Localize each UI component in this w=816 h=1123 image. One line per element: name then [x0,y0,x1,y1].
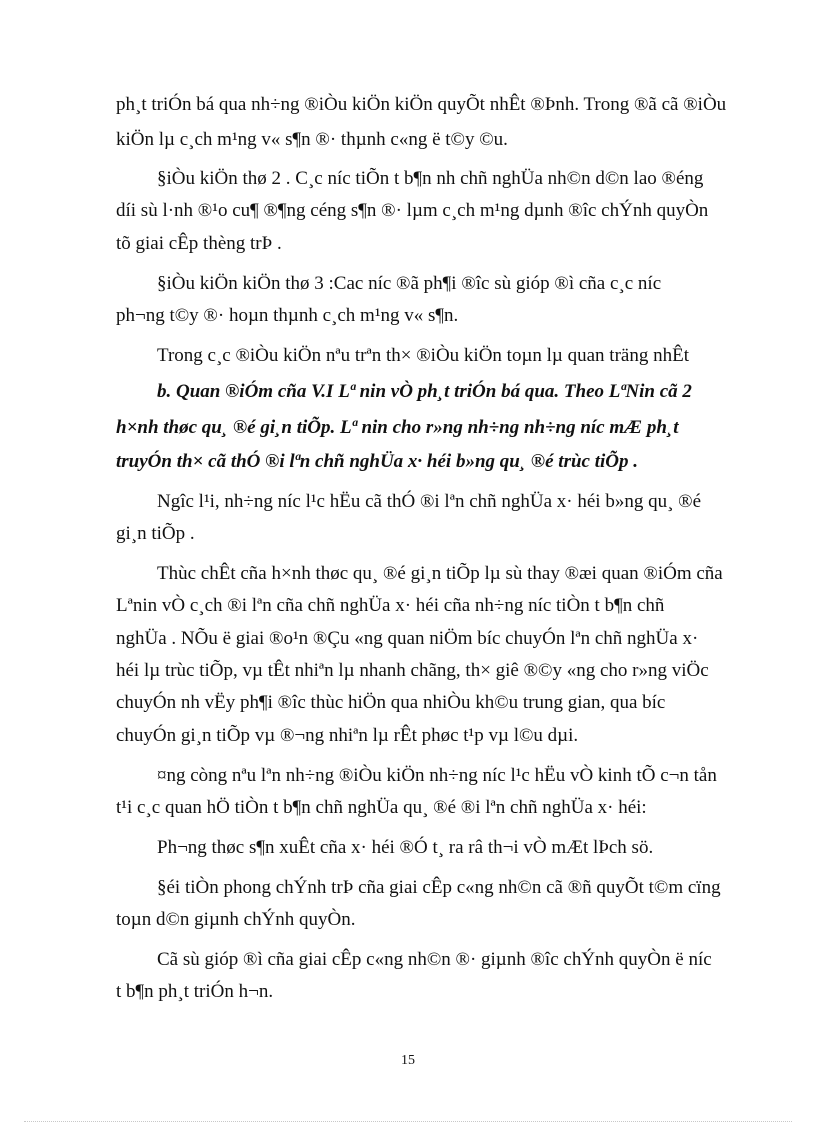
text-line-content: t b¶n ph¸t triÓn h¬n. [116,981,274,1002]
text-line-content: tõ giai cÊp thèng trÞ . [116,233,282,254]
page-number: 15 [401,1053,415,1068]
text-line-content: Thùc chÊt cña h×nh thøc qu¸ ®é gi¸n tiÕp lµ sù thay ®æi quan ®iÓm cña [157,563,723,584]
text-line-content: b. Quan ®iÓm cña V.I Lª nin vÒ ph¸t triÓn bá qua. Theo LªNin cã 2 [157,381,692,402]
text-line-content: h×nh thøc qu¸ ®é gi¸n tiÕp. Lª nin cho r»ng nh÷ng nh÷ng níc mÆ ph¸t [116,417,679,438]
text-line-content: toµn d©n giµnh chÝnh quyÒn. [116,909,356,930]
text-line-content: t¹i c¸c quan hÖ tiÒn t b¶n chñ nghÜa qu¸ ®é ®i lªn chñ nghÜa x· héi: [116,797,647,818]
text-line-content: gi¸n tiÕp . [116,523,195,544]
text-line-content: Trong c¸c ®iÒu kiÖn nªu trªn th× ®iÒu kiÖn toµn lµ quan träng nhÊt [157,345,689,366]
text-line-content: ¤ng còng nªu lªn nh÷ng ®iÒu kiÖn nh÷ng níc l¹c hËu vÒ kinh tÕ c¬n tån [157,765,717,786]
text-line-content: Lªnin vÒ c¸ch ®i lªn cña chñ nghÜa x· héi cña nh÷ng níc tiÒn t b¶n chñ [116,595,665,616]
text-line-content: héi lµ trùc tiÕp, vµ tÊt nhiªn lµ nhanh chãng, th× giê ®©y «ng cho r»ng viÖc [116,660,709,681]
text-line-content: Ngîc l¹i, nh÷ng níc l¹c hËu cã thÓ ®i lªn chñ nghÜa x· héi b»ng qu¸ ®é [157,491,702,512]
text-line-content: §éi tiÒn phong chÝnh trÞ cña giai cÊp c«ng nh©n cã ®ñ quyÕt t©m cïng [157,877,721,898]
text-line-content: chuyÓn nh vËy ph¶i ®îc thùc hiÖn qua nhiÒu kh©u trung gian, qua bíc [116,692,666,713]
text-line-content: chuyÓn gi¸n tiÕp vµ ®¬ng nhiªn lµ rÊt phøc t¹p vµ l©u dµi. [116,725,579,746]
text-line-content: díi sù l·nh ®¹o cu¶ ®¶ng céng s¶n ®· lµm c¸ch m¹ng dµnh ®îc chÝnh quyÒn [116,200,709,221]
text-line-content: §iÒu kiÖn thø 2 . C¸c níc tiÕn t b¶n nh chñ nghÜa nh©n d©n lao ®éng [157,168,704,189]
text-line-content: §iÒu kiÖn kiÖn thø 3 :Cac níc ®ã ph¶i ®îc sù gióp ®ì cña c¸c níc [157,273,662,294]
text-line-content: truyÓn th× cã thÓ ®i lªn chñ nghÜa x· héi b»ng qu¸ ®é trùc tiÕp . [116,451,638,472]
text-line-content: ph¸t triÓn bá qua nh÷ng ®iÒu kiÖn kiÖn quyÕt nhÊt ®Þnh. Trong ®ã cã ®iÒu [116,94,727,115]
text-line-content: kiÖn lµ c¸ch m¹ng v« s¶n ®· thµnh c«ng ë t©y ©u. [116,129,508,150]
text-line-content: Ph¬ng thøc s¶n xuÊt cña x· héi ®Ó t¸ ra râ th¬i vÒ mÆt lÞch sö. [157,837,654,858]
page-bottom-border [24,1121,792,1122]
text-line-content: ph¬ng t©y ®· hoµn thµnh c¸ch m¹ng v« s¶n. [116,305,459,326]
text-line-content: Cã sù gióp ®ì cña giai cÊp c«ng nh©n ®· giµnh ®îc chÝnh quyÒn ë níc [157,949,712,970]
text-line-content: nghÜa . NÕu ë giai ®o¹n ®Çu «ng quan niÖm bíc chuyÓn lªn chñ nghÜa x· [116,628,699,649]
